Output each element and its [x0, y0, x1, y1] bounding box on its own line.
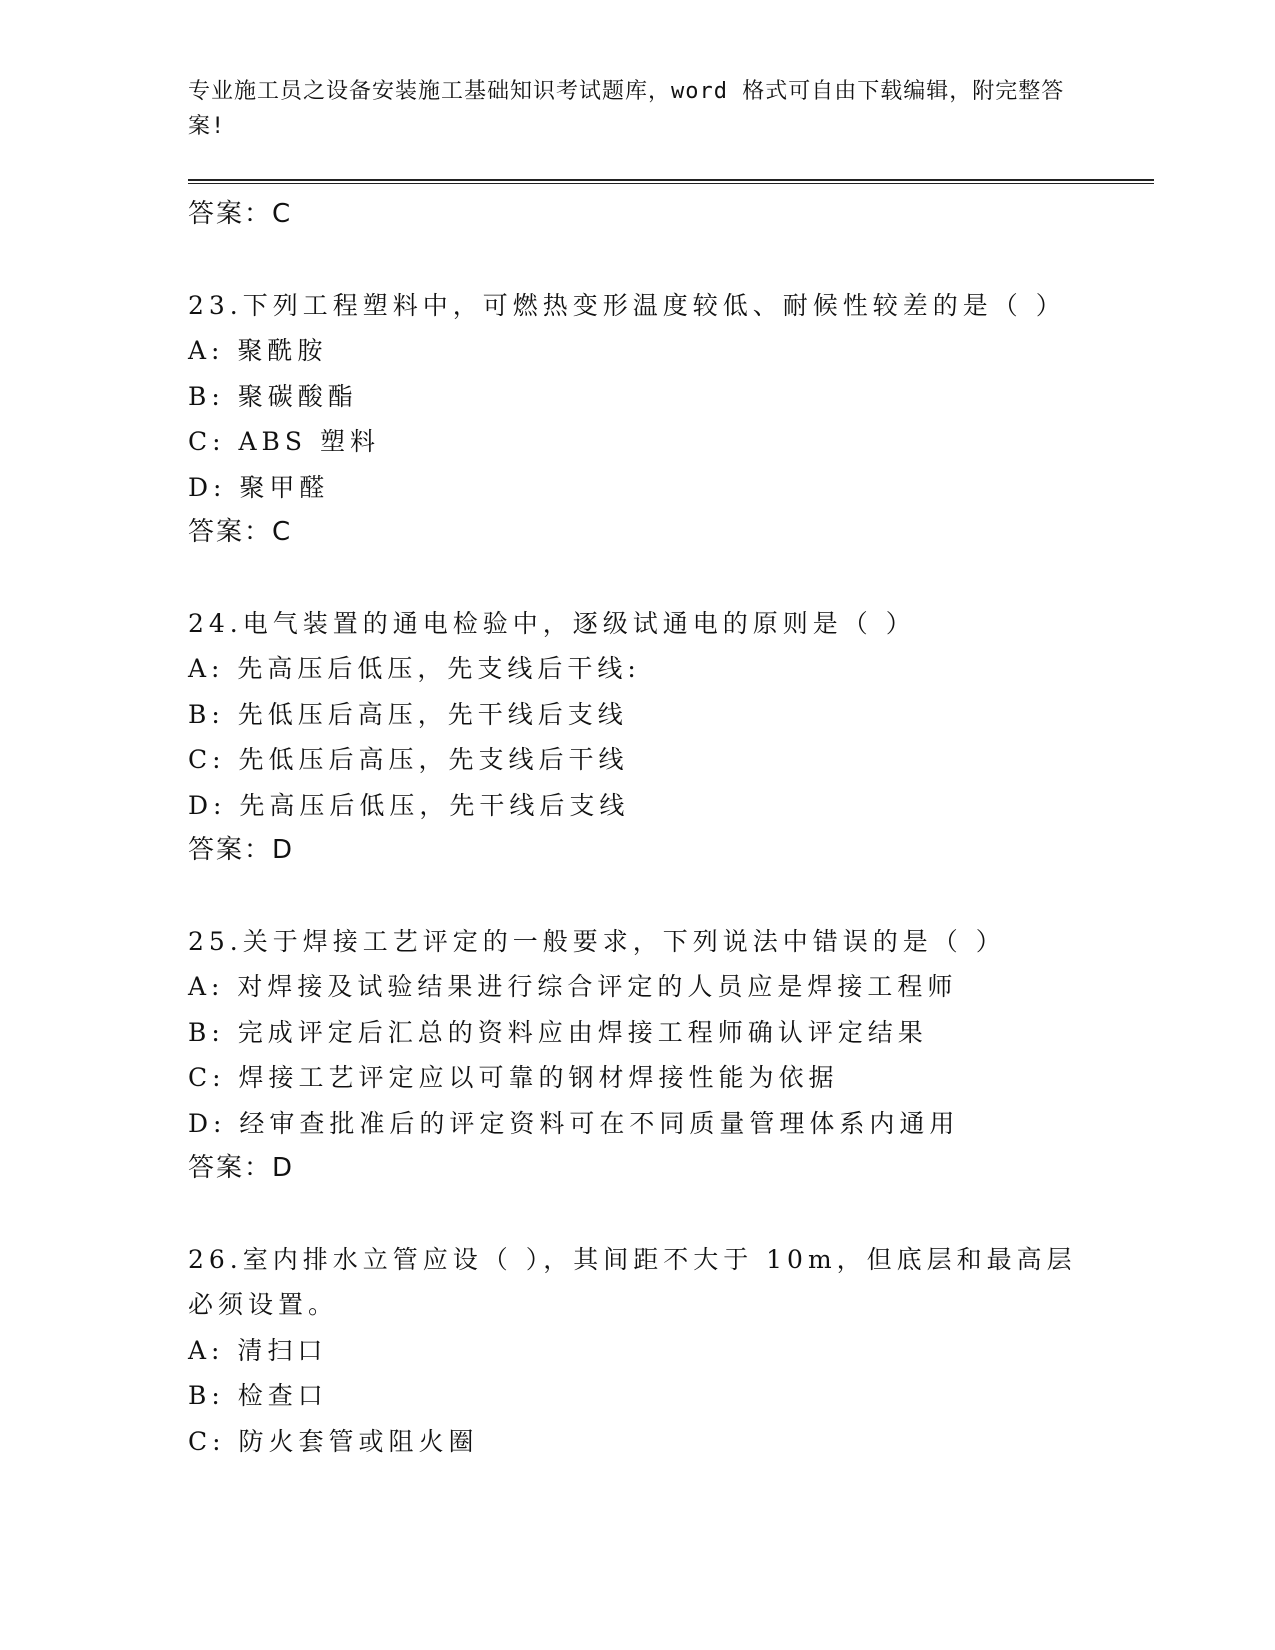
question-23	[188, 283, 1088, 556]
option-b: B: 先低压后高压，先干线后支线	[188, 699, 628, 729]
question-stem: 25.关于焊接工艺评定的一般要求，下列说法中错误的是（ ）	[188, 926, 1006, 956]
answer-line: 答案：C	[188, 517, 293, 547]
header-rule-thick	[188, 179, 1154, 181]
question-24	[188, 601, 1088, 874]
option-a: A: 清扫口	[188, 1335, 328, 1365]
option-b: B: 聚碳酸酯	[188, 381, 358, 411]
option-a: A: 对焊接及试验结果进行综合评定的人员应是焊接工程师	[188, 972, 958, 1001]
question-26	[188, 1237, 1088, 1465]
option-a: A: 先高压后低压，先支线后干线:	[188, 654, 641, 683]
answer-line: 答案：D	[188, 835, 295, 865]
question-stem: 24.电气装置的通电检验中，逐级试通电的原则是（ ）	[188, 608, 916, 638]
question-25	[188, 919, 1088, 1192]
option-c: C: 焊接工艺评定应以可靠的钢材焊接性能为依据	[188, 1063, 839, 1092]
question-stem: 23.下列工程塑料中，可燃热变形温度较低、耐候性较差的是（ ）	[188, 290, 1066, 320]
option-c: C: 先低压后高压，先支线后干线	[188, 745, 629, 774]
option-a: A: 聚酰胺	[188, 336, 328, 365]
answer-line: 答案：C	[188, 199, 293, 229]
option-b: B: 检查口	[188, 1381, 328, 1410]
question-list	[188, 188, 1088, 1509]
option-d: D: 聚甲醛	[188, 472, 330, 502]
option-d: D: 先高压后低压，先干线后支线	[188, 790, 630, 820]
question-stem: 26.室内排水立管应设（ ），其间距不大于 10m，但底层和最高层必须设置。	[188, 1244, 1077, 1319]
option-d: D: 经审查批准后的评定资料可在不同质量管理体系内通用	[188, 1108, 960, 1138]
option-c: C: ABS 塑料	[188, 427, 380, 456]
answer-line: 答案：D	[188, 1153, 295, 1183]
header-rule-thin	[188, 183, 1154, 184]
document-header: 专业施工员之设备安装施工基础知识考试题库，word 格式可自由下载编辑，附完整答案!	[188, 79, 1065, 139]
option-c: C: 防火套管或阻火圈	[188, 1426, 479, 1456]
option-b: B: 完成评定后汇总的资料应由焊接工程师确认评定结果	[188, 1017, 928, 1047]
